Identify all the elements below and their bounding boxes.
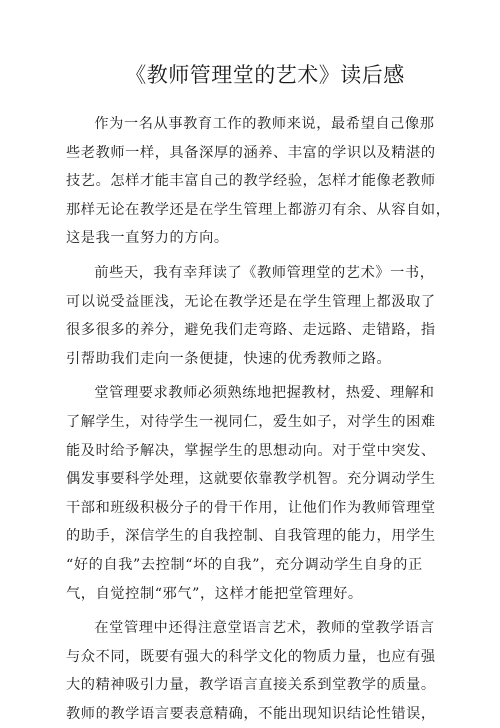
paragraph-3: 堂管理要求教师必须熟练地把握教材，热爱、理解和 了解学生，对待学生一视同仁，爱生如子，对学生的困难 能及时给予解决，掌握学生的思想动向。对于堂中突发、 偶发事要科学处理，这就要依靠教学机智。充分调动学生 干部和班级积极分子的骨干作用，让他们作为教师管理堂 的助手，深信学生的自我控制、自我管理的能力，用学生 “好的自我”去控制“坏的自我”，充分调动学生自身的正 气，自觉控制“邪气”，这样才能把堂管理好。 [66,385,436,602]
document-title: 《教师管理堂的艺术》读后感 [125,63,405,87]
paragraph-4: 在堂管理中还得注意堂语言艺术，教师的堂教学语言 与众不同，既要有强大的科学文化的物质力量，也应有强 大的精神吸引力量，教学语言直接关系到堂教学的质量。 教师的教学语言要表意精确，不能出现知识结论性错误， [66,620,436,722]
paragraph-1: 作为一名从事教育工作的教师来说，最希望自己像那 些老教师一样，具备深厚的涵养、丰富的学识以及精湛的 技艺。怎样才能丰富自己的教学经验，怎样才能像老教师 那样无论在教学还是在学生管理上都游刃有余、从容自如， 这是我一直努力的方向。 [66,116,451,247]
paragraph-2: 前些天，我有幸拜读了《教师管理堂的艺术》一书， 可以说受益匪浅，无论在教学还是在学生管理上都汲取了 很多很多的养分，避免我们走弯路、走远路、走错路，指 引帮助我们走向一条便捷，快速的优秀教师之路。 [66,264,436,367]
document-body [66,110,456,728]
